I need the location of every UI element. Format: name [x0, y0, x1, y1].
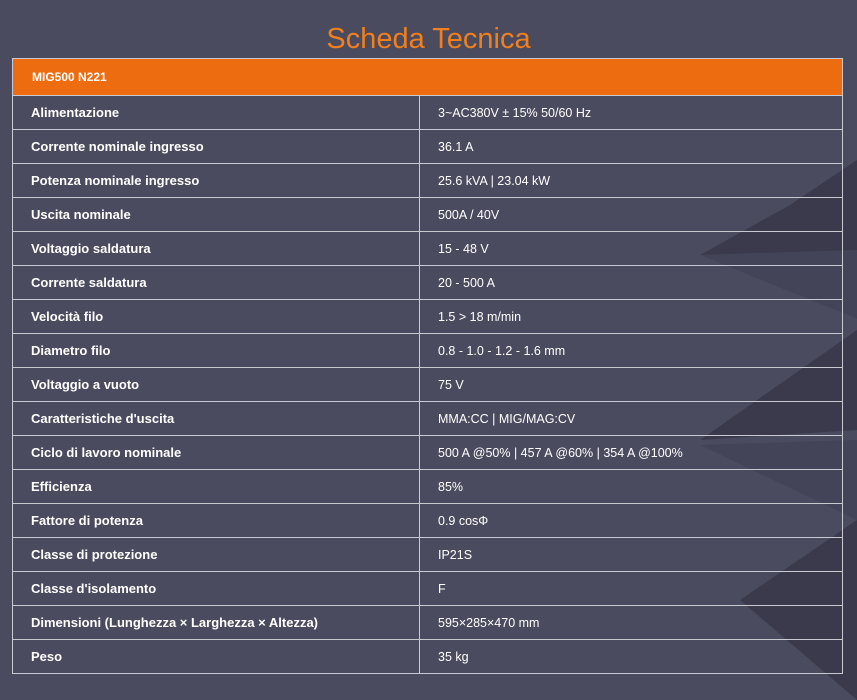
- spec-value: F: [420, 572, 843, 606]
- spec-value: 75 V: [420, 368, 843, 402]
- spec-value: 85%: [420, 470, 843, 504]
- table-row: [13, 96, 843, 130]
- table-row: [13, 470, 843, 504]
- table-row: [13, 198, 843, 232]
- spec-label: Classe di protezione: [13, 538, 420, 572]
- page-title: Scheda Tecnica: [326, 23, 531, 56]
- spec-label: Diametro filo: [13, 334, 420, 368]
- spec-label: Voltaggio a vuoto: [13, 368, 420, 402]
- table-row: [13, 266, 843, 300]
- table-row: [13, 402, 843, 436]
- table-header-row: [13, 59, 843, 96]
- table-row: [13, 368, 843, 402]
- table-row: [13, 232, 843, 266]
- spec-label: Peso: [13, 640, 420, 674]
- table-row: [13, 334, 843, 368]
- spec-value: 25.6 kVA | 23.04 kW: [420, 164, 843, 198]
- table-row: [13, 300, 843, 334]
- spec-value: 3~AC380V ± 15% 50/60 Hz: [420, 96, 843, 130]
- spec-value: 15 - 48 V: [420, 232, 843, 266]
- spec-label: Classe d'isolamento: [13, 572, 420, 606]
- table-row: [13, 572, 843, 606]
- spec-value: 36.1 A: [420, 130, 843, 164]
- spec-label: Potenza nominale ingresso: [13, 164, 420, 198]
- spec-table: [12, 58, 843, 674]
- table-row: [13, 504, 843, 538]
- spec-value: 35 kg: [420, 640, 843, 674]
- spec-value: 500 A @50% | 457 A @60% | 354 A @100%: [420, 436, 843, 470]
- spec-value: IP21S: [420, 538, 843, 572]
- spec-value: 0.8 - 1.0 - 1.2 - 1.6 mm: [420, 334, 843, 368]
- spec-label: Ciclo di lavoro nominale: [13, 436, 420, 470]
- spec-label: Corrente nominale ingresso: [13, 130, 420, 164]
- spec-label: Alimentazione: [13, 96, 420, 130]
- spec-value: 20 - 500 A: [420, 266, 843, 300]
- spec-label: Uscita nominale: [13, 198, 420, 232]
- model-name: MIG500 N221: [13, 59, 843, 96]
- spec-value: 0.9 cosΦ: [420, 504, 843, 538]
- spec-value: 500A / 40V: [420, 198, 843, 232]
- spec-label: Corrente saldatura: [13, 266, 420, 300]
- spec-label: Dimensioni (Lunghezza × Larghezza × Altezza): [13, 606, 420, 640]
- spec-label: Efficienza: [13, 470, 420, 504]
- spec-value: 595×285×470 mm: [420, 606, 843, 640]
- spec-value: MMA:CC | MIG/MAG:CV: [420, 402, 843, 436]
- spec-label: Caratteristiche d'uscita: [13, 402, 420, 436]
- spec-label: Velocità filo: [13, 300, 420, 334]
- table-row: [13, 640, 843, 674]
- table-row: [13, 164, 843, 198]
- spec-value: 1.5 > 18 m/min: [420, 300, 843, 334]
- spec-label: Voltaggio saldatura: [13, 232, 420, 266]
- table-row: [13, 436, 843, 470]
- table-row: [13, 130, 843, 164]
- table-row: [13, 538, 843, 572]
- spec-label: Fattore di potenza: [13, 504, 420, 538]
- table-row: [13, 606, 843, 640]
